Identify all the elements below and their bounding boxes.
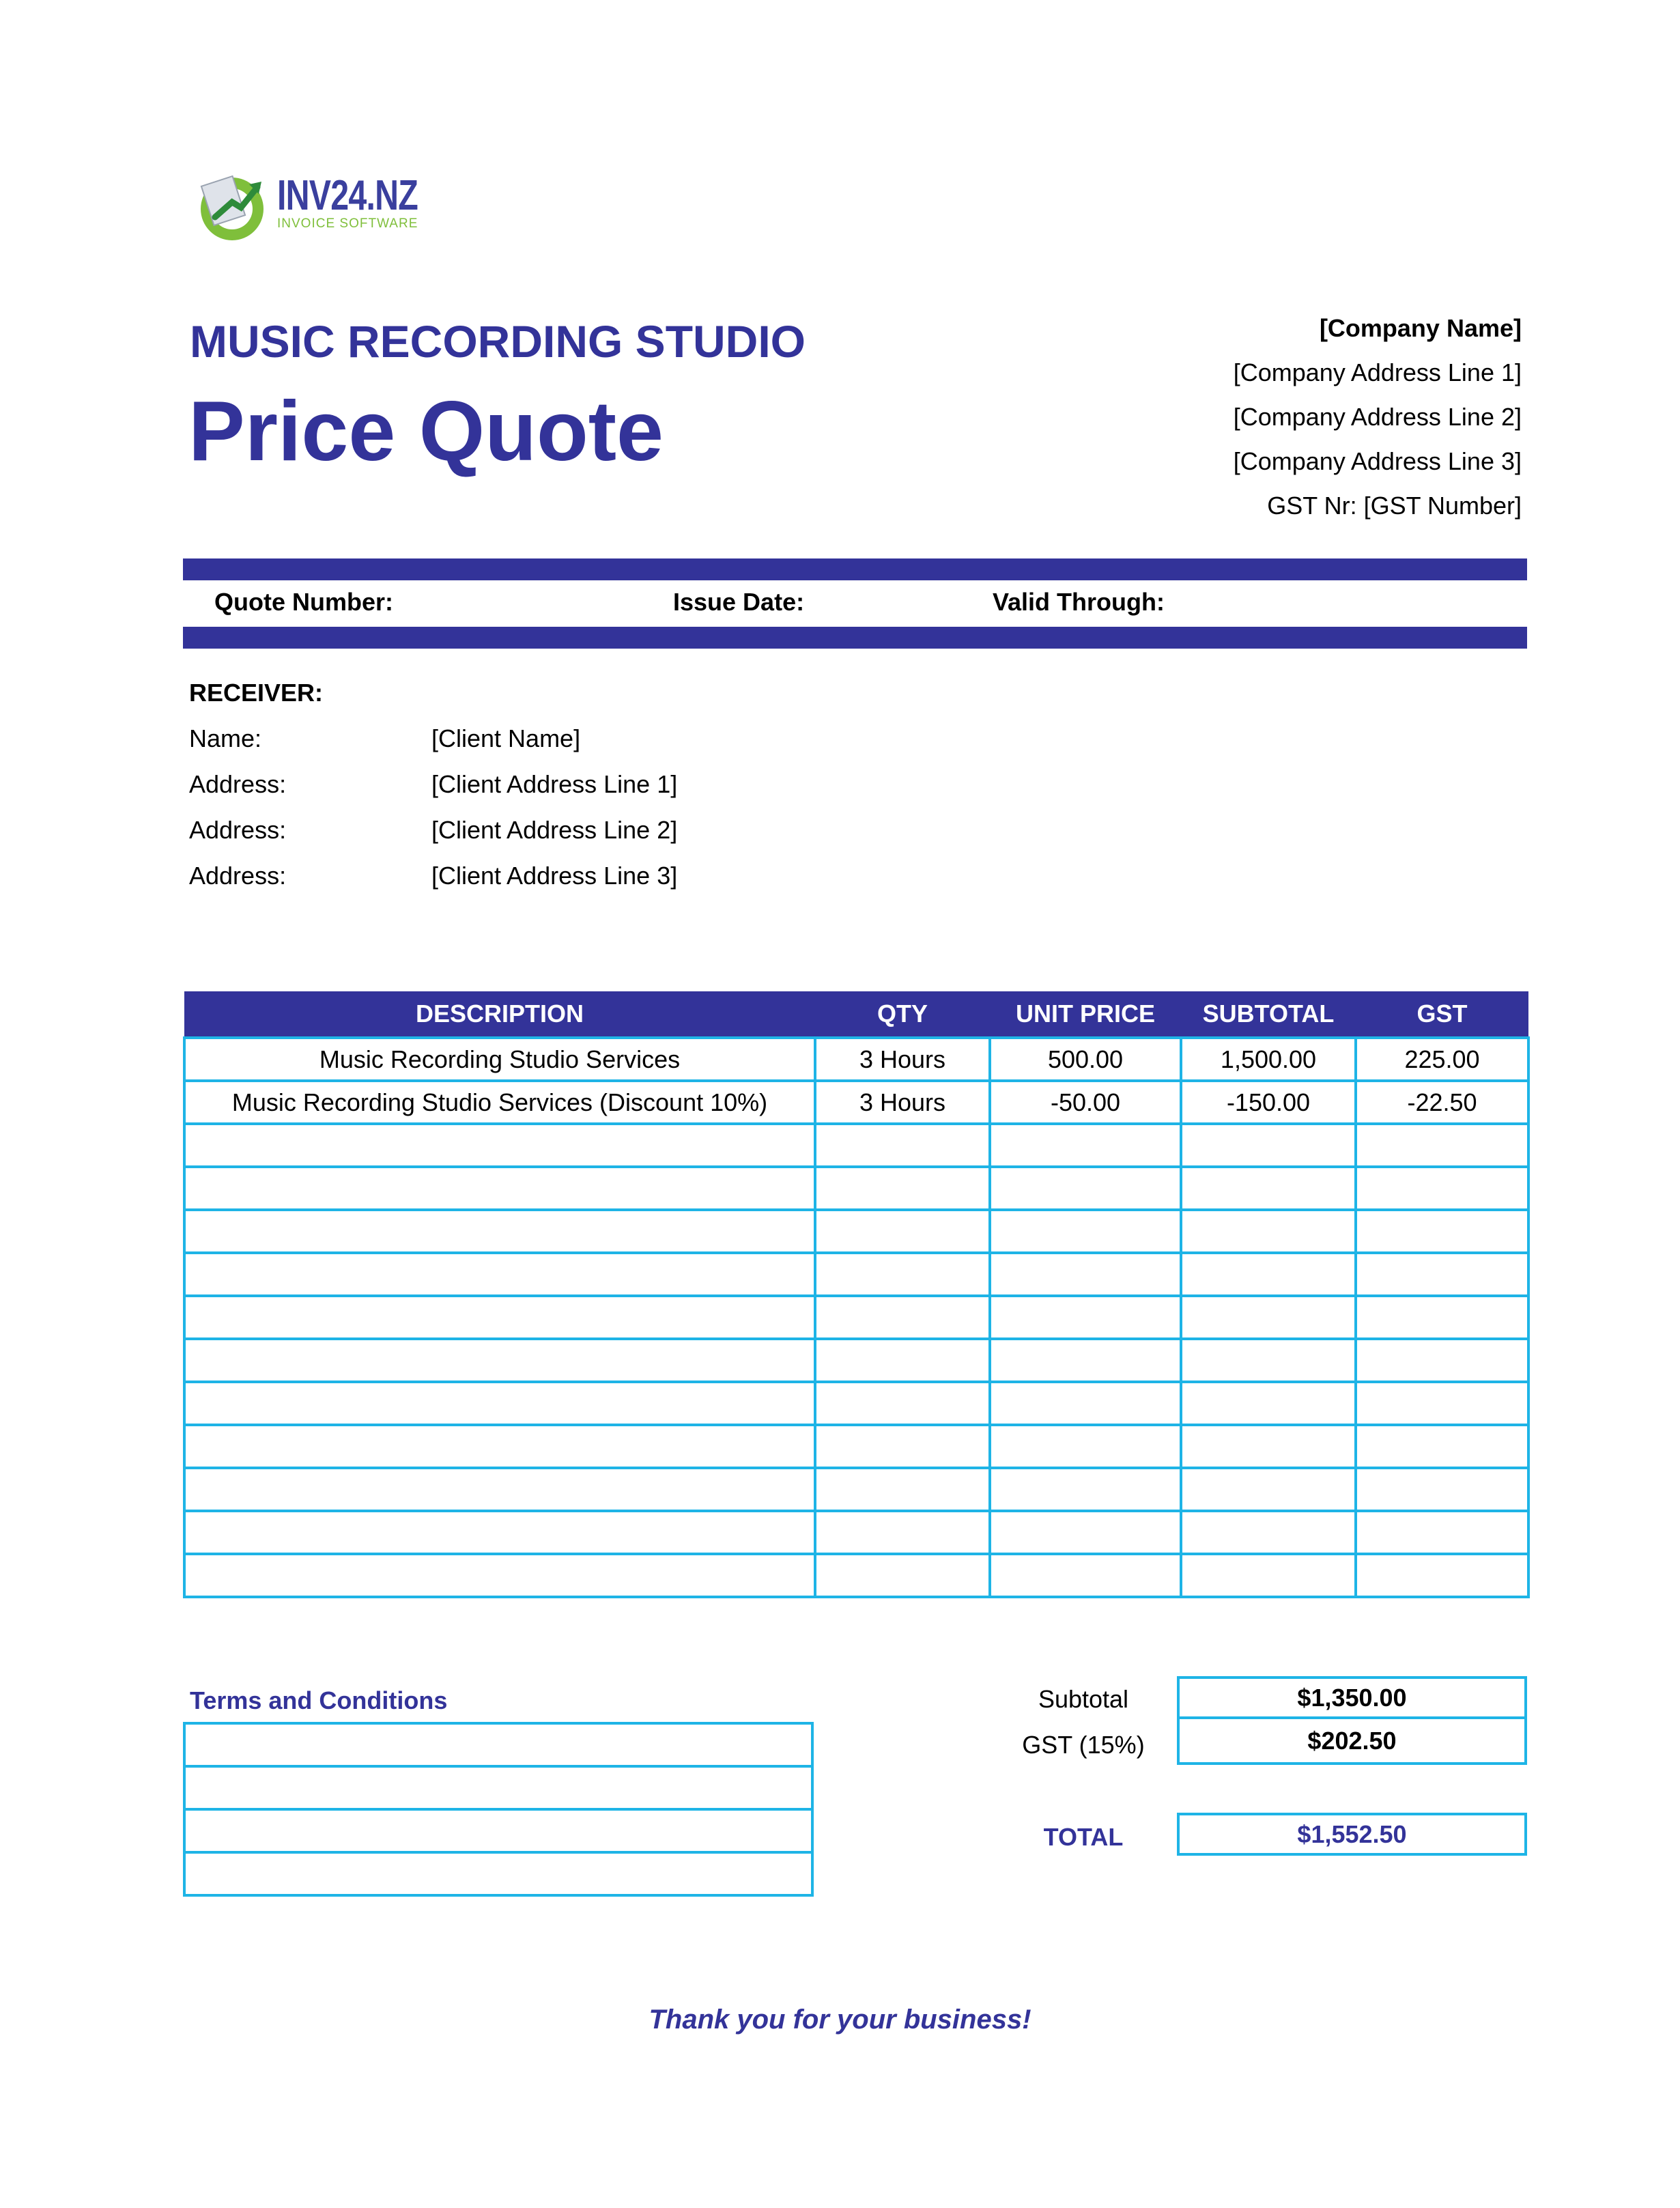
cell-qty[interactable]: 3 Hours bbox=[815, 1038, 990, 1081]
cell-subtotal[interactable] bbox=[1181, 1210, 1356, 1253]
cell-description[interactable] bbox=[184, 1382, 815, 1425]
table-row bbox=[184, 1081, 1528, 1124]
gst-label: GST (15%) bbox=[1022, 1731, 1145, 1759]
cell-subtotal[interactable] bbox=[1181, 1468, 1356, 1511]
cell-subtotal[interactable] bbox=[1181, 1167, 1356, 1210]
cell-gst[interactable] bbox=[1356, 1296, 1528, 1339]
cell-subtotal[interactable] bbox=[1181, 1339, 1356, 1382]
cell-description[interactable] bbox=[184, 1425, 815, 1468]
receiver-name: [Client Name] bbox=[431, 724, 581, 752]
terms-heading: Terms and Conditions bbox=[190, 1686, 448, 1714]
cell-qty[interactable] bbox=[815, 1296, 990, 1339]
cell-gst[interactable] bbox=[1356, 1253, 1528, 1296]
subtotal-value: $1,350.00 bbox=[1177, 1676, 1527, 1719]
cell-gst[interactable] bbox=[1356, 1468, 1528, 1511]
cell-unit-price[interactable]: 500.00 bbox=[990, 1038, 1181, 1081]
cell-qty[interactable] bbox=[815, 1511, 990, 1554]
cell-qty[interactable] bbox=[815, 1382, 990, 1425]
cell-description[interactable] bbox=[184, 1296, 815, 1339]
table-row bbox=[184, 1554, 1528, 1597]
cell-unit-price[interactable] bbox=[990, 1511, 1181, 1554]
column-header-gst: GST bbox=[1356, 991, 1528, 1038]
receiver-address-3: [Client Address Line 3] bbox=[431, 862, 678, 890]
table-row bbox=[184, 1038, 1528, 1081]
cell-subtotal[interactable] bbox=[1181, 1511, 1356, 1554]
items-body bbox=[184, 1038, 1528, 1597]
cell-subtotal[interactable] bbox=[1181, 1382, 1356, 1425]
table-row bbox=[184, 1210, 1528, 1253]
cell-unit-price[interactable] bbox=[990, 1296, 1181, 1339]
table-row bbox=[184, 1296, 1528, 1339]
cell-unit-price[interactable]: -50.00 bbox=[990, 1081, 1181, 1124]
receiver-address-1: [Client Address Line 1] bbox=[431, 770, 678, 798]
logo-name: INV24.NZ bbox=[277, 172, 418, 219]
cell-unit-price[interactable] bbox=[990, 1253, 1181, 1296]
cell-qty[interactable] bbox=[815, 1425, 990, 1468]
cell-description[interactable] bbox=[184, 1167, 815, 1210]
cell-subtotal[interactable] bbox=[1181, 1124, 1356, 1167]
terms-cell[interactable] bbox=[184, 1809, 812, 1852]
cell-unit-price[interactable] bbox=[990, 1339, 1181, 1382]
company-address-3: [Company Address Line 3] bbox=[1233, 447, 1522, 475]
column-header-unit-price: UNIT PRICE bbox=[990, 991, 1181, 1038]
cell-qty[interactable]: 3 Hours bbox=[815, 1081, 990, 1124]
logo-tagline: INVOICE SOFTWARE bbox=[277, 216, 418, 231]
terms-row bbox=[184, 1809, 812, 1852]
cell-subtotal[interactable]: -150.00 bbox=[1181, 1081, 1356, 1124]
cell-description[interactable]: Music Recording Studio Services bbox=[184, 1038, 815, 1081]
cell-unit-price[interactable] bbox=[990, 1210, 1181, 1253]
company-gst: GST Nr: [GST Number] bbox=[1267, 492, 1522, 520]
cell-unit-price[interactable] bbox=[990, 1167, 1181, 1210]
cell-qty[interactable] bbox=[815, 1253, 990, 1296]
receiver-address-label-3: Address: bbox=[189, 862, 287, 890]
column-header-qty: QTY bbox=[815, 991, 990, 1038]
terms-row bbox=[184, 1852, 812, 1895]
cell-unit-price[interactable] bbox=[990, 1554, 1181, 1597]
cell-qty[interactable] bbox=[815, 1167, 990, 1210]
cell-description[interactable] bbox=[184, 1124, 815, 1167]
table-row bbox=[184, 1167, 1528, 1210]
cell-qty[interactable] bbox=[815, 1124, 990, 1167]
cell-description[interactable] bbox=[184, 1210, 815, 1253]
cell-subtotal[interactable]: 1,500.00 bbox=[1181, 1038, 1356, 1081]
quote-number-label: Quote Number: bbox=[214, 588, 394, 616]
company-address-2: [Company Address Line 2] bbox=[1233, 403, 1522, 431]
cell-description[interactable] bbox=[184, 1468, 815, 1511]
company-address-1: [Company Address Line 1] bbox=[1233, 358, 1522, 386]
items-header-row bbox=[184, 991, 1528, 1038]
cell-description[interactable] bbox=[184, 1511, 815, 1554]
column-header-description: DESCRIPTION bbox=[184, 991, 815, 1038]
table-row bbox=[184, 1339, 1528, 1382]
terms-row bbox=[184, 1766, 812, 1809]
table-row bbox=[184, 1511, 1528, 1554]
cell-gst[interactable] bbox=[1356, 1511, 1528, 1554]
cell-unit-price[interactable] bbox=[990, 1382, 1181, 1425]
items-table bbox=[183, 991, 1530, 1598]
company-name: [Company Name] bbox=[1319, 314, 1522, 342]
column-header-subtotal: SUBTOTAL bbox=[1181, 991, 1356, 1038]
cell-gst[interactable] bbox=[1356, 1167, 1528, 1210]
cell-gst[interactable] bbox=[1356, 1339, 1528, 1382]
table-row bbox=[184, 1124, 1528, 1167]
total-value: $1,552.50 bbox=[1177, 1813, 1527, 1856]
cell-subtotal[interactable] bbox=[1181, 1296, 1356, 1339]
table-row bbox=[184, 1425, 1528, 1468]
cell-description[interactable] bbox=[184, 1339, 815, 1382]
cell-subtotal[interactable] bbox=[1181, 1425, 1356, 1468]
cell-subtotal[interactable] bbox=[1181, 1253, 1356, 1296]
receiver-address-label-1: Address: bbox=[189, 770, 287, 798]
cell-gst[interactable]: -22.50 bbox=[1356, 1081, 1528, 1124]
info-band-bottom bbox=[183, 627, 1527, 649]
table-row bbox=[184, 1253, 1528, 1296]
cell-qty[interactable] bbox=[815, 1554, 990, 1597]
valid-through-label: Valid Through: bbox=[993, 588, 1165, 616]
cell-gst[interactable] bbox=[1356, 1210, 1528, 1253]
page-title: Price Quote bbox=[188, 384, 664, 479]
cell-qty[interactable] bbox=[815, 1468, 990, 1511]
cell-gst[interactable] bbox=[1356, 1554, 1528, 1597]
table-row bbox=[184, 1468, 1528, 1511]
receiver-name-label: Name: bbox=[189, 724, 262, 752]
cell-description[interactable]: Music Recording Studio Services (Discount 10%) bbox=[184, 1081, 815, 1124]
cell-description[interactable] bbox=[184, 1253, 815, 1296]
cell-gst[interactable]: 225.00 bbox=[1356, 1038, 1528, 1081]
cell-qty[interactable] bbox=[815, 1210, 990, 1253]
terms-row bbox=[184, 1723, 812, 1766]
cell-gst[interactable] bbox=[1356, 1425, 1528, 1468]
table-row bbox=[184, 1382, 1528, 1425]
terms-cell[interactable] bbox=[184, 1852, 812, 1895]
cell-gst[interactable] bbox=[1356, 1382, 1528, 1425]
studio-name: MUSIC RECORDING STUDIO bbox=[190, 316, 806, 367]
total-label: TOTAL bbox=[1043, 1823, 1124, 1851]
receiver-address-2: [Client Address Line 2] bbox=[431, 816, 678, 844]
issue-date-label: Issue Date: bbox=[673, 588, 805, 616]
cell-unit-price[interactable] bbox=[990, 1124, 1181, 1167]
logo-mark-icon bbox=[195, 168, 270, 243]
cell-gst[interactable] bbox=[1356, 1124, 1528, 1167]
cell-subtotal[interactable] bbox=[1181, 1554, 1356, 1597]
cell-description[interactable] bbox=[184, 1554, 815, 1597]
thank-you-message: Thank you for your business! bbox=[649, 2005, 1031, 2035]
terms-table bbox=[183, 1722, 814, 1897]
cell-unit-price[interactable] bbox=[990, 1468, 1181, 1511]
cell-qty[interactable] bbox=[815, 1339, 990, 1382]
gst-value: $202.50 bbox=[1177, 1719, 1527, 1765]
company-details bbox=[1234, 306, 1522, 528]
terms-cell[interactable] bbox=[184, 1723, 812, 1766]
info-band-top bbox=[183, 558, 1527, 580]
terms-cell[interactable] bbox=[184, 1766, 812, 1809]
receiver-address-label-2: Address: bbox=[189, 816, 287, 844]
subtotal-label: Subtotal bbox=[1038, 1685, 1129, 1713]
cell-unit-price[interactable] bbox=[990, 1425, 1181, 1468]
receiver-heading: RECEIVER: bbox=[189, 679, 324, 707]
